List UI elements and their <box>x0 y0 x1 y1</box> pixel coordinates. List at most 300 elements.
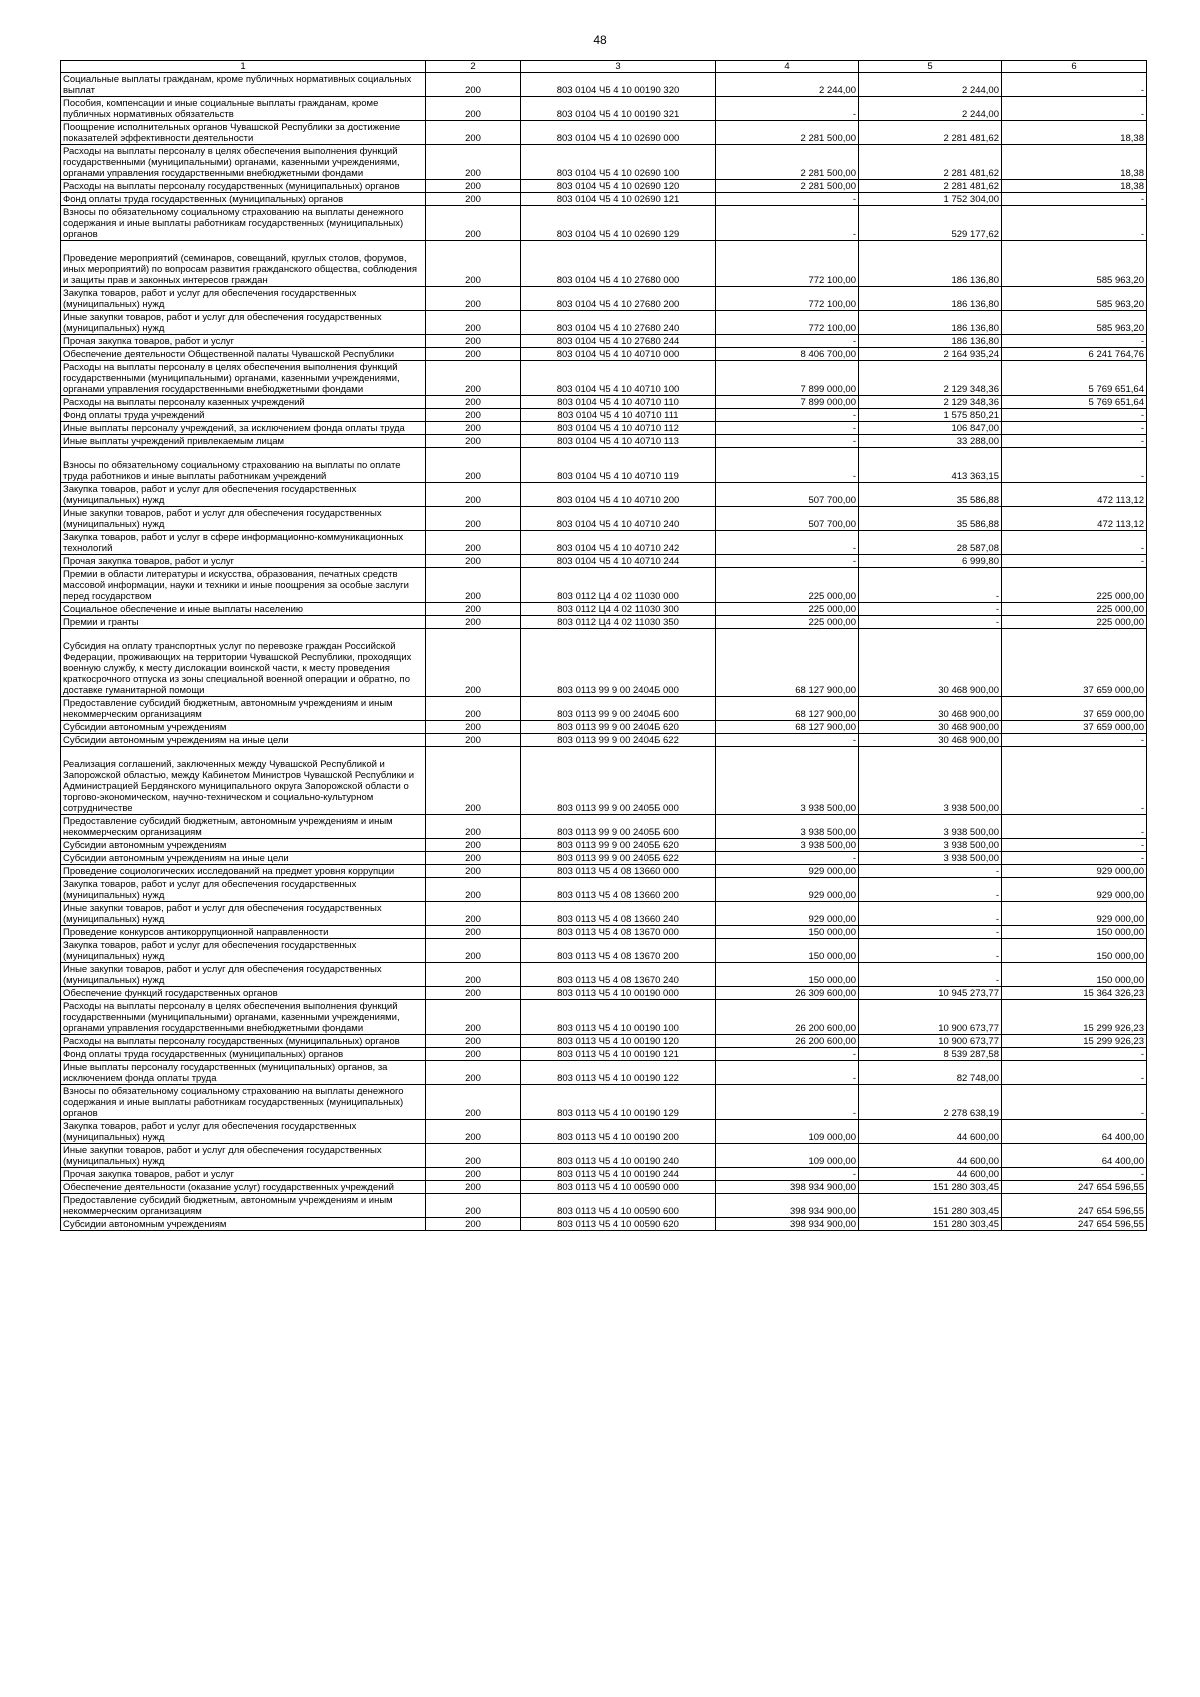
row-executed-cell: 82 748,00 <box>859 1061 1002 1085</box>
row-approved-cell: 772 100,00 <box>716 287 859 311</box>
row-unexecuted-cell: 929 000,00 <box>1002 878 1147 902</box>
row-name-cell: Прочая закупка товаров, работ и услуг <box>61 1168 426 1181</box>
row-name-cell: Расходы на выплаты персоналу государственных (муниципальных) органов <box>61 180 426 193</box>
row-unexecuted-cell: - <box>1002 531 1147 555</box>
row-unexecuted-cell: 247 654 596,55 <box>1002 1218 1147 1231</box>
row-unexecuted-cell: - <box>1002 1168 1147 1181</box>
row-code-cell: 200 <box>426 287 521 311</box>
row-executed-cell: 30 468 900,00 <box>859 721 1002 734</box>
row-executed-cell: 8 539 287,58 <box>859 1048 1002 1061</box>
row-code-cell: 200 <box>426 555 521 568</box>
row-kbk-cell: 803 0112 Ц4 4 02 11030 300 <box>521 603 716 616</box>
row-kbk-cell: 803 0104 Ч5 4 10 40710 113 <box>521 435 716 448</box>
row-kbk-cell: 803 0112 Ц4 4 02 11030 000 <box>521 568 716 603</box>
column-header-4: 4 <box>716 61 859 73</box>
row-code-cell: 200 <box>426 697 521 721</box>
row-kbk-cell: 803 0113 Ч5 4 08 13660 200 <box>521 878 716 902</box>
row-kbk-cell: 803 0104 Ч5 4 10 02690 121 <box>521 193 716 206</box>
row-code-cell: 200 <box>426 926 521 939</box>
row-executed-cell: 6 999,80 <box>859 555 1002 568</box>
row-approved-cell: 68 127 900,00 <box>716 697 859 721</box>
row-code-cell: 200 <box>426 361 521 396</box>
row-name-cell: Иные закупки товаров, работ и услуг для обеспечения государственных (муниципальных) нужд <box>61 902 426 926</box>
row-name-cell: Поощрение исполнительных органов Чувашской Республики за достижение показателей эффективности деятельности <box>61 121 426 145</box>
row-executed-cell: - <box>859 568 1002 603</box>
column-header-3: 3 <box>521 61 716 73</box>
row-kbk-cell: 803 0113 Ч5 4 08 13670 000 <box>521 926 716 939</box>
row-code-cell: 200 <box>426 1194 521 1218</box>
row-name-cell: Иные выплаты учреждений привлекаемым лицам <box>61 435 426 448</box>
table-row <box>61 1194 1147 1218</box>
row-unexecuted-cell: - <box>1002 335 1147 348</box>
row-unexecuted-cell: 18,38 <box>1002 121 1147 145</box>
row-approved-cell: - <box>716 1061 859 1085</box>
row-approved-cell: - <box>716 422 859 435</box>
row-executed-cell: 3 938 500,00 <box>859 852 1002 865</box>
table-row <box>61 568 1147 603</box>
row-name-cell: Расходы на выплаты персоналу в целях обеспечения выполнения функций государственными (муниципальными) органами, казенными учреждениями, органами управления государственными внебюджетными фондами <box>61 1000 426 1035</box>
row-kbk-cell: 803 0113 Ч5 4 08 13670 200 <box>521 939 716 963</box>
row-executed-cell: 413 363,15 <box>859 448 1002 483</box>
row-code-cell: 200 <box>426 121 521 145</box>
row-approved-cell: - <box>716 97 859 121</box>
row-code-cell: 200 <box>426 180 521 193</box>
row-unexecuted-cell: 5 769 651,64 <box>1002 361 1147 396</box>
row-name-cell: Иные выплаты персоналу учреждений, за исключением фонда оплаты труда <box>61 422 426 435</box>
row-unexecuted-cell: - <box>1002 193 1147 206</box>
row-code-cell: 200 <box>426 1168 521 1181</box>
row-name-cell: Обеспечение деятельности Общественной палаты Чувашской Республики <box>61 348 426 361</box>
row-executed-cell: 35 586,88 <box>859 507 1002 531</box>
row-unexecuted-cell: 18,38 <box>1002 145 1147 180</box>
row-code-cell: 200 <box>426 815 521 839</box>
row-name-cell: Премии в области литературы и искусства, образования, печатных средств массовой информации, науки и техники и иные поощрения за особые заслуги перед государством <box>61 568 426 603</box>
row-approved-cell: 7 899 000,00 <box>716 396 859 409</box>
row-approved-cell: 772 100,00 <box>716 311 859 335</box>
row-executed-cell: - <box>859 963 1002 987</box>
table-row <box>61 335 1147 348</box>
row-executed-cell: 2 164 935,24 <box>859 348 1002 361</box>
row-kbk-cell: 803 0104 Ч5 4 10 02690 000 <box>521 121 716 145</box>
row-kbk-cell: 803 0104 Ч5 4 10 40710 112 <box>521 422 716 435</box>
row-name-cell: Премии и гранты <box>61 616 426 629</box>
row-unexecuted-cell: 472 113,12 <box>1002 483 1147 507</box>
row-kbk-cell: 803 0113 Ч5 4 10 00190 121 <box>521 1048 716 1061</box>
row-name-cell: Взносы по обязательному социальному страхованию на выплаты денежного содержания и иные выплаты работникам государственных (муниципальных) органов <box>61 206 426 241</box>
row-approved-cell: 26 200 600,00 <box>716 1000 859 1035</box>
row-unexecuted-cell: 585 963,20 <box>1002 311 1147 335</box>
table-row <box>61 193 1147 206</box>
row-code-cell: 200 <box>426 852 521 865</box>
row-name-cell: Предоставление субсидий бюджетным, автономным учреждениям и иным некоммерческим организациям <box>61 815 426 839</box>
row-approved-cell: 507 700,00 <box>716 483 859 507</box>
row-unexecuted-cell: - <box>1002 435 1147 448</box>
row-executed-cell: 186 136,80 <box>859 287 1002 311</box>
row-kbk-cell: 803 0104 Ч5 4 10 40710 111 <box>521 409 716 422</box>
row-executed-cell: 3 938 500,00 <box>859 747 1002 815</box>
row-code-cell: 200 <box>426 1000 521 1035</box>
row-name-cell: Расходы на выплаты персоналу в целях обеспечения выполнения функций государственными (муниципальными) органами, казенными учреждениями, органами управления государственными внебюджетными фондами <box>61 145 426 180</box>
table-row <box>61 422 1147 435</box>
row-name-cell: Прочая закупка товаров, работ и услуг <box>61 555 426 568</box>
row-approved-cell: - <box>716 335 859 348</box>
row-name-cell: Субсидии автономным учреждениям на иные цели <box>61 852 426 865</box>
row-unexecuted-cell: - <box>1002 73 1147 97</box>
row-executed-cell: 28 587,08 <box>859 531 1002 555</box>
row-name-cell: Иные закупки товаров, работ и услуг для обеспечения государственных (муниципальных) нужд <box>61 1144 426 1168</box>
row-approved-cell: 225 000,00 <box>716 568 859 603</box>
table-row <box>61 73 1147 97</box>
row-unexecuted-cell: 150 000,00 <box>1002 939 1147 963</box>
row-kbk-cell: 803 0104 Ч5 4 10 40710 119 <box>521 448 716 483</box>
row-code-cell: 200 <box>426 939 521 963</box>
row-executed-cell: - <box>859 865 1002 878</box>
row-name-cell: Обеспечение деятельности (оказание услуг) государственных учреждений <box>61 1181 426 1194</box>
row-approved-cell: - <box>716 448 859 483</box>
row-name-cell: Расходы на выплаты персоналу казенных учреждений <box>61 396 426 409</box>
row-kbk-cell: 803 0112 Ц4 4 02 11030 350 <box>521 616 716 629</box>
row-kbk-cell: 803 0104 Ч5 4 10 00190 321 <box>521 97 716 121</box>
row-name-cell: Предоставление субсидий бюджетным, автономным учреждениям и иным некоммерческим организациям <box>61 697 426 721</box>
table-row <box>61 1144 1147 1168</box>
row-executed-cell: 30 468 900,00 <box>859 734 1002 747</box>
row-approved-cell: 26 200 600,00 <box>716 1035 859 1048</box>
row-name-cell: Взносы по обязательному социальному страхованию на выплаты денежного содержания и иные выплаты работникам государственных (муниципальных) органов <box>61 1085 426 1120</box>
table-row <box>61 815 1147 839</box>
row-kbk-cell: 803 0113 Ч5 4 10 00190 129 <box>521 1085 716 1120</box>
table-row <box>61 206 1147 241</box>
row-name-cell: Проведение конкурсов антикоррупционной направленности <box>61 926 426 939</box>
row-kbk-cell: 803 0113 99 9 00 2405Б 622 <box>521 852 716 865</box>
row-kbk-cell: 803 0113 99 9 00 2404Б 620 <box>521 721 716 734</box>
row-name-cell: Иные закупки товаров, работ и услуг для обеспечения государственных (муниципальных) нужд <box>61 963 426 987</box>
row-kbk-cell: 803 0104 Ч5 4 10 27680 240 <box>521 311 716 335</box>
table-row <box>61 180 1147 193</box>
row-code-cell: 200 <box>426 1120 521 1144</box>
row-unexecuted-cell: 929 000,00 <box>1002 865 1147 878</box>
table-row <box>61 1000 1147 1035</box>
row-executed-cell: 2 281 481,62 <box>859 145 1002 180</box>
row-unexecuted-cell: 150 000,00 <box>1002 926 1147 939</box>
row-name-cell: Обеспечение функций государственных органов <box>61 987 426 1000</box>
row-name-cell: Расходы на выплаты персоналу государственных (муниципальных) органов <box>61 1035 426 1048</box>
row-unexecuted-cell: - <box>1002 422 1147 435</box>
column-header-1: 1 <box>61 61 426 73</box>
row-kbk-cell: 803 0104 Ч5 4 10 40710 200 <box>521 483 716 507</box>
row-kbk-cell: 803 0113 Ч5 4 10 00190 240 <box>521 1144 716 1168</box>
row-unexecuted-cell: - <box>1002 1085 1147 1120</box>
row-code-cell: 200 <box>426 1061 521 1085</box>
row-kbk-cell: 803 0113 Ч5 4 10 00190 244 <box>521 1168 716 1181</box>
row-executed-cell: - <box>859 878 1002 902</box>
row-code-cell: 200 <box>426 311 521 335</box>
row-kbk-cell: 803 0104 Ч5 4 10 40710 100 <box>521 361 716 396</box>
row-unexecuted-cell: 5 769 651,64 <box>1002 396 1147 409</box>
row-approved-cell: 68 127 900,00 <box>716 629 859 697</box>
row-unexecuted-cell: - <box>1002 747 1147 815</box>
row-executed-cell: 186 136,80 <box>859 311 1002 335</box>
table-row <box>61 409 1147 422</box>
table-row <box>61 555 1147 568</box>
row-name-cell: Взносы по обязательному социальному страхованию на выплаты по оплате труда работников и иные выплаты работникам учреждений <box>61 448 426 483</box>
row-kbk-cell: 803 0113 Ч5 4 10 00190 100 <box>521 1000 716 1035</box>
row-kbk-cell: 803 0113 99 9 00 2405Б 000 <box>521 747 716 815</box>
row-code-cell: 200 <box>426 721 521 734</box>
row-executed-cell: 151 280 303,45 <box>859 1194 1002 1218</box>
table-row <box>61 241 1147 287</box>
row-kbk-cell: 803 0113 Ч5 4 10 00190 120 <box>521 1035 716 1048</box>
row-approved-cell: 150 000,00 <box>716 939 859 963</box>
row-code-cell: 200 <box>426 963 521 987</box>
row-executed-cell: 2 129 348,36 <box>859 361 1002 396</box>
table-row <box>61 361 1147 396</box>
row-unexecuted-cell: 15 364 326,23 <box>1002 987 1147 1000</box>
row-code-cell: 200 <box>426 396 521 409</box>
row-code-cell: 200 <box>426 987 521 1000</box>
row-approved-cell: 929 000,00 <box>716 865 859 878</box>
row-kbk-cell: 803 0113 99 9 00 2404Б 622 <box>521 734 716 747</box>
row-approved-cell: - <box>716 1048 859 1061</box>
row-code-cell: 200 <box>426 145 521 180</box>
row-approved-cell: 225 000,00 <box>716 603 859 616</box>
row-name-cell: Закупка товаров, работ и услуг для обеспечения государственных (муниципальных) нужд <box>61 939 426 963</box>
table-row <box>61 963 1147 987</box>
row-code-cell: 200 <box>426 241 521 287</box>
row-code-cell: 200 <box>426 1218 521 1231</box>
table-row <box>61 311 1147 335</box>
row-name-cell: Прочая закупка товаров, работ и услуг <box>61 335 426 348</box>
row-code-cell: 200 <box>426 73 521 97</box>
table-row <box>61 852 1147 865</box>
row-unexecuted-cell: - <box>1002 97 1147 121</box>
table-row <box>61 1120 1147 1144</box>
row-kbk-cell: 803 0113 Ч5 4 10 00590 620 <box>521 1218 716 1231</box>
row-kbk-cell: 803 0104 Ч5 4 10 02690 129 <box>521 206 716 241</box>
row-code-cell: 200 <box>426 1144 521 1168</box>
row-executed-cell: 3 938 500,00 <box>859 839 1002 852</box>
row-unexecuted-cell: 585 963,20 <box>1002 287 1147 311</box>
table-row <box>61 531 1147 555</box>
row-executed-cell: 44 600,00 <box>859 1120 1002 1144</box>
table-row <box>61 435 1147 448</box>
row-name-cell: Закупка товаров, работ и услуг для обеспечения государственных (муниципальных) нужд <box>61 483 426 507</box>
row-code-cell: 200 <box>426 747 521 815</box>
row-code-cell: 200 <box>426 348 521 361</box>
row-approved-cell: - <box>716 1085 859 1120</box>
row-code-cell: 200 <box>426 1035 521 1048</box>
row-unexecuted-cell: 472 113,12 <box>1002 507 1147 531</box>
row-name-cell: Закупка товаров, работ и услуг для обеспечения государственных (муниципальных) нужд <box>61 1120 426 1144</box>
table-row <box>61 926 1147 939</box>
row-unexecuted-cell: 225 000,00 <box>1002 568 1147 603</box>
row-approved-cell: - <box>716 734 859 747</box>
table-row <box>61 1061 1147 1085</box>
table-row <box>61 448 1147 483</box>
row-unexecuted-cell: 929 000,00 <box>1002 902 1147 926</box>
row-code-cell: 200 <box>426 878 521 902</box>
row-approved-cell: - <box>716 409 859 422</box>
row-approved-cell: 26 309 600,00 <box>716 987 859 1000</box>
row-name-cell: Иные выплаты персоналу государственных (муниципальных) органов, за исключением фонда оплаты труда <box>61 1061 426 1085</box>
row-code-cell: 200 <box>426 865 521 878</box>
row-name-cell: Закупка товаров, работ и услуг для обеспечения государственных (муниципальных) нужд <box>61 287 426 311</box>
row-approved-cell: 507 700,00 <box>716 507 859 531</box>
row-executed-cell: 2 244,00 <box>859 97 1002 121</box>
row-unexecuted-cell: - <box>1002 409 1147 422</box>
row-code-cell: 200 <box>426 206 521 241</box>
column-header-2: 2 <box>426 61 521 73</box>
row-code-cell: 200 <box>426 335 521 348</box>
row-approved-cell: - <box>716 193 859 206</box>
row-name-cell: Субсидии автономным учреждениям <box>61 721 426 734</box>
table-row <box>61 629 1147 697</box>
table-row <box>61 396 1147 409</box>
table-row <box>61 987 1147 1000</box>
row-executed-cell: 44 600,00 <box>859 1168 1002 1181</box>
row-unexecuted-cell: - <box>1002 839 1147 852</box>
row-approved-cell: 225 000,00 <box>716 616 859 629</box>
table-row <box>61 1085 1147 1120</box>
row-approved-cell: 2 281 500,00 <box>716 180 859 193</box>
row-executed-cell: - <box>859 902 1002 926</box>
row-kbk-cell: 803 0104 Ч5 4 10 40710 110 <box>521 396 716 409</box>
row-unexecuted-cell: - <box>1002 1048 1147 1061</box>
row-code-cell: 200 <box>426 409 521 422</box>
row-executed-cell: - <box>859 939 1002 963</box>
row-kbk-cell: 803 0104 Ч5 4 10 40710 240 <box>521 507 716 531</box>
row-executed-cell: - <box>859 616 1002 629</box>
row-executed-cell: 2 244,00 <box>859 73 1002 97</box>
row-approved-cell: - <box>716 852 859 865</box>
row-code-cell: 200 <box>426 1085 521 1120</box>
table-row <box>61 287 1147 311</box>
row-code-cell: 200 <box>426 483 521 507</box>
row-executed-cell: 10 945 273,77 <box>859 987 1002 1000</box>
table-row <box>61 348 1147 361</box>
row-code-cell: 200 <box>426 902 521 926</box>
table-row <box>61 616 1147 629</box>
row-name-cell: Субсидии автономным учреждениям <box>61 1218 426 1231</box>
row-name-cell: Реализация соглашений, заключенных между Чувашской Республикой и Запорожской областью, между Кабинетом Министров Чувашской Республики и Администрацией Бердянского муниципального округа Запорожской области о торгово-экономическом, научно-техническом и социально-культурном сотрудничестве <box>61 747 426 815</box>
row-approved-cell: - <box>716 531 859 555</box>
row-code-cell: 200 <box>426 448 521 483</box>
row-executed-cell: 1 752 304,00 <box>859 193 1002 206</box>
table-row <box>61 1168 1147 1181</box>
row-name-cell: Иные закупки товаров, работ и услуг для обеспечения государственных (муниципальных) нужд <box>61 311 426 335</box>
table-row <box>61 145 1147 180</box>
row-name-cell: Фонд оплаты труда учреждений <box>61 409 426 422</box>
table-body <box>61 73 1147 1231</box>
row-kbk-cell: 803 0104 Ч5 4 10 27680 000 <box>521 241 716 287</box>
row-kbk-cell: 803 0113 99 9 00 2405Б 600 <box>521 815 716 839</box>
row-approved-cell: 8 406 700,00 <box>716 348 859 361</box>
row-approved-cell: - <box>716 1168 859 1181</box>
row-name-cell: Социальные выплаты гражданам, кроме публичных нормативных социальных выплат <box>61 73 426 97</box>
row-unexecuted-cell: 585 963,20 <box>1002 241 1147 287</box>
row-kbk-cell: 803 0104 Ч5 4 10 27680 200 <box>521 287 716 311</box>
row-approved-cell: 2 281 500,00 <box>716 145 859 180</box>
row-approved-cell: 3 938 500,00 <box>716 839 859 852</box>
row-executed-cell: 35 586,88 <box>859 483 1002 507</box>
row-kbk-cell: 803 0113 99 9 00 2404Б 000 <box>521 629 716 697</box>
column-header-6: 6 <box>1002 61 1147 73</box>
row-executed-cell: 2 281 481,62 <box>859 121 1002 145</box>
row-approved-cell: 109 000,00 <box>716 1120 859 1144</box>
row-approved-cell: 2 244,00 <box>716 73 859 97</box>
row-unexecuted-cell: 247 654 596,55 <box>1002 1181 1147 1194</box>
row-executed-cell: 106 847,00 <box>859 422 1002 435</box>
table-row <box>61 721 1147 734</box>
table-row <box>61 878 1147 902</box>
row-code-cell: 200 <box>426 603 521 616</box>
row-executed-cell: 44 600,00 <box>859 1144 1002 1168</box>
row-unexecuted-cell: 37 659 000,00 <box>1002 697 1147 721</box>
row-kbk-cell: 803 0113 Ч5 4 08 13670 240 <box>521 963 716 987</box>
row-executed-cell: 186 136,80 <box>859 335 1002 348</box>
table-row <box>61 939 1147 963</box>
row-unexecuted-cell: 225 000,00 <box>1002 616 1147 629</box>
row-approved-cell: 150 000,00 <box>716 926 859 939</box>
row-executed-cell: - <box>859 603 1002 616</box>
row-unexecuted-cell: - <box>1002 555 1147 568</box>
row-approved-cell: 7 899 000,00 <box>716 361 859 396</box>
row-executed-cell: 2 129 348,36 <box>859 396 1002 409</box>
table-row <box>61 747 1147 815</box>
row-code-cell: 200 <box>426 1181 521 1194</box>
row-kbk-cell: 803 0104 Ч5 4 10 40710 000 <box>521 348 716 361</box>
row-approved-cell: - <box>716 435 859 448</box>
row-approved-cell: 772 100,00 <box>716 241 859 287</box>
row-name-cell: Проведение социологических исследований на предмет уровня коррупции <box>61 865 426 878</box>
row-kbk-cell: 803 0113 Ч5 4 08 13660 000 <box>521 865 716 878</box>
row-approved-cell: 109 000,00 <box>716 1144 859 1168</box>
row-name-cell: Фонд оплаты труда государственных (муниципальных) органов <box>61 193 426 206</box>
column-header-5: 5 <box>859 61 1002 73</box>
row-unexecuted-cell: 18,38 <box>1002 180 1147 193</box>
row-kbk-cell: 803 0113 Ч5 4 10 00190 200 <box>521 1120 716 1144</box>
page-number: 48 <box>593 33 607 47</box>
row-approved-cell: 398 934 900,00 <box>716 1181 859 1194</box>
row-unexecuted-cell: 247 654 596,55 <box>1002 1194 1147 1218</box>
row-executed-cell: 10 900 673,77 <box>859 1035 1002 1048</box>
row-approved-cell: 68 127 900,00 <box>716 721 859 734</box>
row-code-cell: 200 <box>426 734 521 747</box>
row-kbk-cell: 803 0104 Ч5 4 10 02690 100 <box>521 145 716 180</box>
row-approved-cell: - <box>716 206 859 241</box>
row-executed-cell: 33 288,00 <box>859 435 1002 448</box>
row-code-cell: 200 <box>426 531 521 555</box>
table-row <box>61 97 1147 121</box>
row-kbk-cell: 803 0113 99 9 00 2405Б 620 <box>521 839 716 852</box>
row-code-cell: 200 <box>426 435 521 448</box>
table-row <box>61 121 1147 145</box>
row-kbk-cell: 803 0104 Ч5 4 10 00190 320 <box>521 73 716 97</box>
row-executed-cell: 30 468 900,00 <box>859 629 1002 697</box>
row-executed-cell: 529 177,62 <box>859 206 1002 241</box>
table-row <box>61 507 1147 531</box>
row-code-cell: 200 <box>426 507 521 531</box>
table-row <box>61 839 1147 852</box>
row-name-cell: Закупка товаров, работ и услуг в сфере информационно-коммуникационных технологий <box>61 531 426 555</box>
row-executed-cell: 1 575 850,21 <box>859 409 1002 422</box>
row-name-cell: Закупка товаров, работ и услуг для обеспечения государственных (муниципальных) нужд <box>61 878 426 902</box>
table-row <box>61 734 1147 747</box>
row-code-cell: 200 <box>426 1048 521 1061</box>
row-unexecuted-cell: - <box>1002 206 1147 241</box>
row-code-cell: 200 <box>426 616 521 629</box>
table-row <box>61 483 1147 507</box>
row-name-cell: Субсидии автономным учреждениям <box>61 839 426 852</box>
